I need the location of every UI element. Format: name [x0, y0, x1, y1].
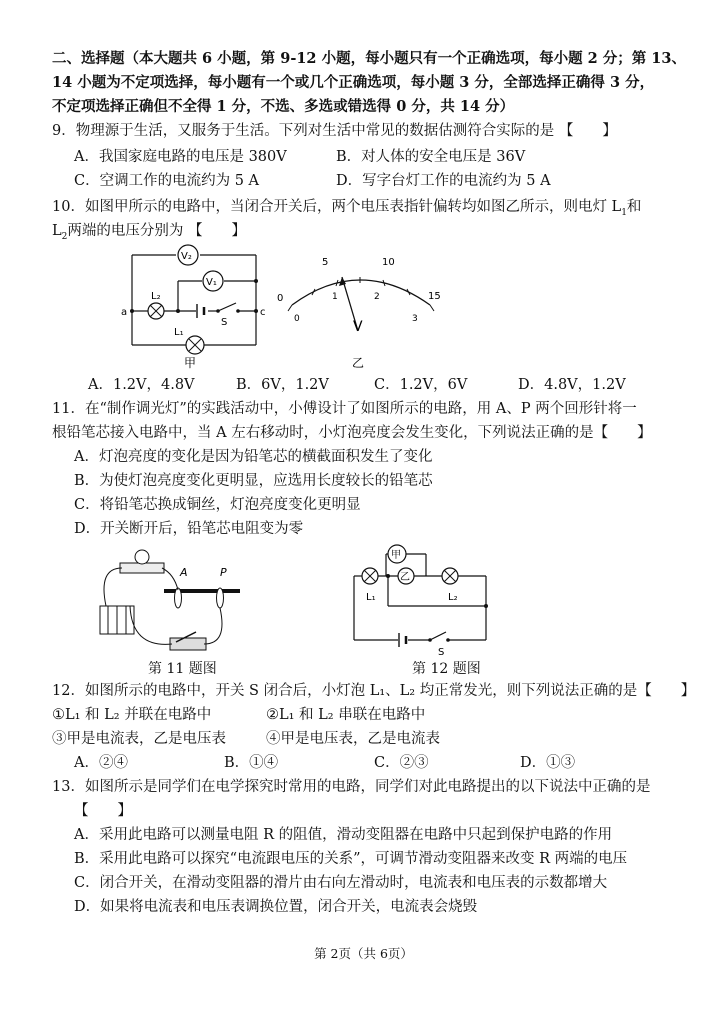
q12-statement-4: ④甲是电压表，乙是电流表 [266, 731, 440, 747]
clip-p-label: P [220, 566, 227, 579]
q12-option-b: B．①④ [224, 755, 279, 771]
q11-figure-dimmer-circuit [92, 548, 252, 660]
bottom-scale-1: 1 [332, 292, 338, 302]
q9-option-d: D．写字台灯工作的电流约为 5 A [336, 173, 551, 189]
q10-stem-sub: 1 [621, 207, 627, 218]
q10-option-b: B．6V，1.2V [236, 377, 329, 393]
l1-label: L₁ [174, 327, 184, 338]
q13-option-a: A．采用此电路可以测量电阻 R 的阻值，滑动变阻器在电路中只起到保护电路的作用 [74, 827, 613, 843]
clip-p-icon [217, 588, 224, 608]
clip-a-icon [175, 588, 182, 608]
l2-label: L₂ [448, 592, 458, 603]
q10-stem-tail: 和 [626, 199, 642, 215]
q11-option-b: B．为使灯泡亮度变化更明显，应选用长度较长的铅笔芯 [74, 473, 433, 489]
s-label: S [221, 317, 228, 328]
q9-option-a: A．我国家庭电路的电压是 380V [74, 149, 287, 165]
bottom-scale-3: 3 [412, 314, 418, 324]
l2-label: L₂ [151, 291, 161, 302]
meter-yi-label: 乙 [400, 572, 410, 583]
page-footer: 第 2页（共 6页） [314, 946, 413, 961]
q10-stem-text: 10．如图甲所示的电路中，当闭合开关后，两个电压表指针偏转均如图乙所示，则电灯 L [52, 199, 622, 215]
q12-statement-1: ①L₁ 和 L₂ 并联在电路中 [52, 707, 212, 723]
q9-stem: 9．物理源于生活，又服务于生活。下列对生活中常见的数据估测符合实际的是 【 】 [52, 123, 617, 139]
section-heading-line-1: 二、选择题（本大题共 6 小题，第 9-12 小题，每小题只有一个正确选项，每小题 2 分；第 13、 [52, 50, 686, 67]
q10-figure-yi-meter [270, 253, 450, 373]
v1-label: V₁ [206, 277, 217, 288]
q12-stem: 12．如图所示的电路中，开关 S 闭合后，小灯泡 L₁、L₂ 均正常发光，则下列说法正确的是【 】 [52, 683, 696, 699]
q13-stem-line-1: 13．如图所示是同学们在电学探究时常用的电路，同学们对此电路提出的以下说法中正确的是 [52, 779, 651, 795]
section-heading-line-3: 不定项选择正确但不全得 1 分，不选、多选或错选得 0 分，共 14 分） [52, 98, 515, 115]
q12-option-a: A．②④ [74, 755, 128, 771]
q11-option-a: A．灯泡亮度的变化是因为铅笔芯的横截面积发生了变化 [74, 449, 433, 465]
q10-option-c: C．1.2V，6V [374, 377, 468, 393]
switch-icon [428, 638, 432, 642]
section-heading-line-2: 14 小题为不定项选择，每小题有一个或几个正确选项，每小题 3 分，全部选择正确得 3 分， [52, 74, 655, 91]
q13-option-d: D．如果将电流表和电压表调换位置，闭合开关，电流表会烧毁 [74, 899, 478, 915]
q10-stem2-sub: 2 [61, 231, 68, 242]
top-scale-5: 5 [322, 257, 329, 268]
q10-stem2-pre: L [52, 223, 62, 239]
q12-statement-3: ③甲是电流表，乙是电压表 [52, 731, 226, 747]
q10-option-d: D．4.8V，1.2V [518, 377, 626, 393]
q9-option-c: C．空调工作的电流约为 5 A [74, 173, 260, 189]
meter-jia-label: 甲 [391, 550, 401, 561]
q11-figure-caption: 第 11 题图 [148, 661, 217, 677]
q10-stem2-tail: 两端的电压分别为 【 】 [67, 223, 246, 239]
l1-label: L₁ [366, 592, 376, 603]
caption-jia: 甲 [184, 356, 197, 370]
clip-a-label: A [180, 566, 188, 579]
q11-stem-line-1: 11．在“制作调光灯”的实践活动中，小傅设计了如图所示的电路，用 A、P 两个回形针将一 [52, 401, 637, 417]
meter-unit: V [353, 319, 363, 335]
node-c-label: c [260, 307, 266, 318]
top-scale-10: 10 [382, 257, 395, 268]
switch-icon [236, 309, 240, 313]
bottom-scale-2: 2 [374, 292, 380, 302]
v2-label: V₂ [181, 251, 192, 262]
s-label: S [438, 647, 445, 658]
node-a-label: a [121, 307, 128, 318]
q12-figure-circuit [346, 540, 496, 658]
q10-option-a: A．1.2V，4.8V [88, 377, 195, 393]
q10-figure-jia-circuit [118, 243, 268, 371]
q12-statement-2: ②L₁ 和 L₂ 串联在电路中 [266, 707, 426, 723]
q13-option-b: B．采用此电路可以探究“电流跟电压的关系”，可调节滑动变阻器来改变 R 两端的电压 [74, 851, 628, 867]
q10-stem-line-1 [52, 197, 641, 223]
top-scale-0: 0 [277, 293, 284, 304]
caption-yi: 乙 [352, 356, 365, 370]
q11-option-c: C．将铅笔芯换成铜丝，灯泡亮度变化更明显 [74, 497, 361, 513]
q12-figure-caption: 第 12 题图 [412, 661, 481, 677]
q12-option-d: D．①③ [520, 755, 576, 771]
top-scale-15: 15 [428, 291, 441, 302]
q12-option-c: C．②③ [374, 755, 429, 771]
q11-option-d: D．开关断开后，铅笔芯电阻变为零 [74, 521, 304, 537]
q13-option-c: C．闭合开关，在滑动变阻器的滑片由右向左滑动时，电流表和电压表的示数都增大 [74, 875, 608, 891]
bottom-scale-0: 0 [294, 314, 300, 324]
q9-option-b: B．对人体的安全电压是 36V [336, 149, 526, 165]
q13-stem-line-2: 【 】 [74, 803, 132, 819]
knife-switch-icon [170, 638, 206, 650]
bulb-icon [135, 550, 149, 564]
q11-stem-line-2: 根铅笔芯接入电路中，当 A 左右移动时，小灯泡亮度会发生变化，下列说法正确的是【 】 [52, 425, 652, 441]
